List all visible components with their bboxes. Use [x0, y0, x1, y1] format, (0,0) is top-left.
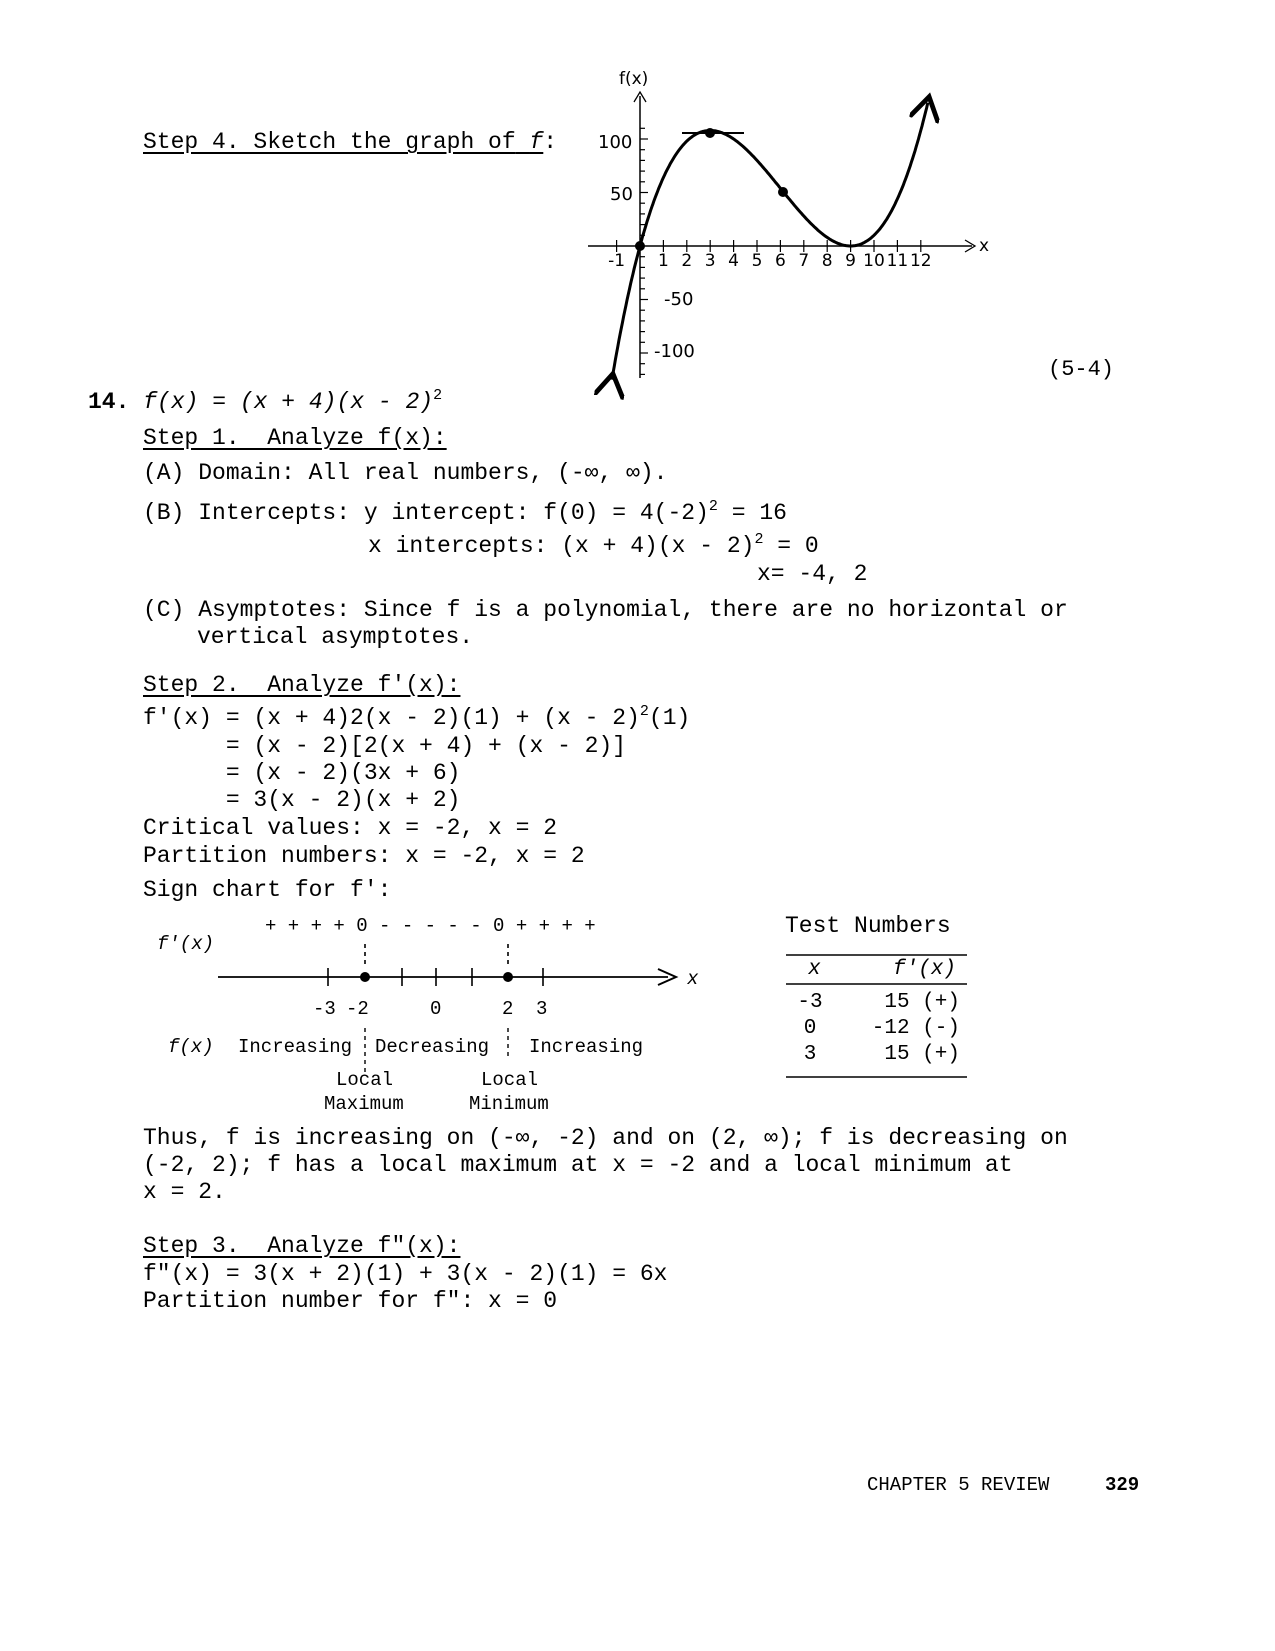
point-origin [635, 241, 645, 251]
x-tick-label: -1 [608, 251, 626, 271]
step1-intercepts-y: (B) Intercepts: y intercept: f(0) = 4(-2) [143, 500, 709, 526]
step2-line1-tail: (1) [648, 705, 691, 731]
x-tick-label: 9 [845, 251, 857, 271]
extremum-max-line2: Maximum [324, 1093, 404, 1115]
conclusion-line3: x = 2. [143, 1179, 226, 1205]
sign-chart-tick-neg2: -2 [346, 998, 369, 1020]
table-row-3-x: 3 [803, 1043, 817, 1066]
problem-line [88, 388, 442, 416]
step2-line1-exp: 2 [639, 703, 649, 720]
behavior-increasing-right: Increasing [529, 1036, 644, 1058]
graph-y-label: f(x) [619, 69, 649, 89]
sign-chart-x-label: x [687, 968, 699, 990]
sign-chart-signs: + + + + 0 - - - - - 0 + + + + [265, 915, 596, 937]
step1-asymptotes-1: (C) Asymptotes: Since f is a polynomial, there are no horizontal or [143, 597, 1068, 623]
x-tick-label: 10 [863, 251, 885, 271]
page-number: 329 [1105, 1474, 1140, 1496]
function-curve [612, 103, 928, 380]
table-row-3-fx: 15 (+) [884, 1043, 960, 1066]
x-tick-label: 11 [886, 251, 909, 271]
x-tick-label: 7 [798, 251, 810, 271]
y-tick-neg100: -100 [654, 341, 695, 362]
table-row-1-x: -3 [797, 991, 823, 1014]
step1-domain: (A) Domain: All real numbers, (-∞, ∞). [143, 460, 668, 486]
step2-critical: Critical values: x = -2, x = 2 [143, 815, 558, 841]
test-numbers-header-x: x [808, 958, 821, 981]
x-tick-label: 1 [657, 251, 669, 271]
conclusion-line2: (-2, 2); f has a local maximum at x = -2 and a local minimum at [143, 1152, 1013, 1178]
point-inflection [778, 187, 788, 197]
x-tick-label: 8 [821, 251, 833, 271]
point-local-max [705, 128, 715, 138]
section-ref: (5-4) [1048, 357, 1115, 382]
x-tick-label: 4 [728, 251, 740, 271]
step1-intercepts-y-tail: = 16 [717, 500, 787, 526]
step1-intercepts-x-exp: 2 [754, 531, 764, 548]
test-numbers-title: Test Numbers [785, 913, 951, 939]
behavior-decreasing: Decreasing [375, 1036, 490, 1058]
step2-heading: Step 2. Analyze f'(x): [143, 672, 461, 698]
y-tick-100: 100 [598, 132, 633, 153]
sign-chart-tick-2: 2 [502, 998, 514, 1020]
step1-asymptotes-2: vertical asymptotes. [197, 624, 474, 650]
sign-chart-tick-3: 3 [536, 998, 548, 1020]
step2-sign-chart-label: Sign chart for f': [143, 877, 392, 903]
y-tick-neg50: -50 [664, 289, 694, 310]
sign-chart-fprime-label: f'(x) [157, 933, 215, 955]
step1-intercepts-x-line [368, 532, 819, 560]
x-tick-label: 5 [751, 251, 763, 271]
x-tick-label: 3 [704, 251, 716, 271]
x-tick-labels [608, 251, 931, 271]
graph-axes [588, 92, 975, 378]
x-tick-label: 12 [909, 251, 932, 271]
step1-intercepts-x-tail: = 0 [763, 533, 819, 559]
problem-function-exp: 2 [433, 387, 443, 404]
step2-line1-head: f'(x) = (x + 4)2(x - 2)(1) + (x - 2) [143, 705, 640, 731]
graph-x-label: x [979, 236, 990, 256]
step3-line2: Partition number for f": x = 0 [143, 1288, 558, 1314]
dot-2 [503, 972, 513, 982]
table-row-2-fx: -12 (-) [871, 1017, 960, 1040]
footer-chapter: CHAPTER 5 REVIEW [867, 1474, 1050, 1496]
step2-line2: = (x - 2)[2(x + 4) + (x - 2)] [143, 733, 627, 759]
step1-intercepts-y-line [143, 499, 787, 527]
step3-line1: f"(x) = 3(x + 2)(1) + 3(x - 2)(1) = 6x [143, 1261, 668, 1287]
problem-number: 14. [88, 389, 130, 415]
step1-intercepts-y-exp: 2 [708, 498, 718, 515]
step1-intercepts-x: x intercepts: (x + 4)(x - 2) [368, 533, 755, 559]
step4-label: Step 4. Sketch the graph of [143, 129, 516, 155]
extremum-min-line2: Minimum [469, 1093, 549, 1115]
step3-heading: Step 3. Analyze f"(x): [143, 1233, 461, 1259]
extremum-min-line1: Local [481, 1069, 539, 1091]
extremum-max-line1: Local [336, 1069, 394, 1091]
y-tick-50: 50 [610, 184, 633, 205]
sign-chart-tick-neg3: -3 [313, 998, 336, 1020]
problem-function: f(x) = (x + 4)(x - 2) [143, 389, 434, 415]
step2-line4: = 3(x - 2)(x + 2) [143, 787, 461, 813]
step2-partition: Partition numbers: x = -2, x = 2 [143, 843, 585, 869]
step1-intercepts-x-values: x= -4, 2 [757, 561, 868, 587]
step4-f: f [529, 129, 544, 155]
sign-chart-tick-0: 0 [430, 998, 442, 1020]
dot-neg2 [360, 972, 370, 982]
x-tick-label: 2 [681, 251, 693, 271]
table-row-1-fx: 15 (+) [884, 991, 960, 1014]
test-numbers-header-fx: f'(x) [893, 958, 957, 981]
step4-colon: : [543, 129, 558, 155]
x-tick-label: 6 [774, 251, 786, 271]
conclusion-line1: Thus, f is increasing on (-∞, -2) and on (2, ∞); f is decreasing on [143, 1125, 1068, 1151]
sign-chart-f-label: f(x) [168, 1036, 214, 1058]
step2-line3: = (x - 2)(3x + 6) [143, 760, 461, 786]
step1-heading: Step 1. Analyze f(x): [143, 425, 447, 451]
step2-line1 [143, 704, 690, 732]
behavior-increasing-left: Increasing [238, 1036, 353, 1058]
table-row-2-x: 0 [803, 1017, 817, 1040]
